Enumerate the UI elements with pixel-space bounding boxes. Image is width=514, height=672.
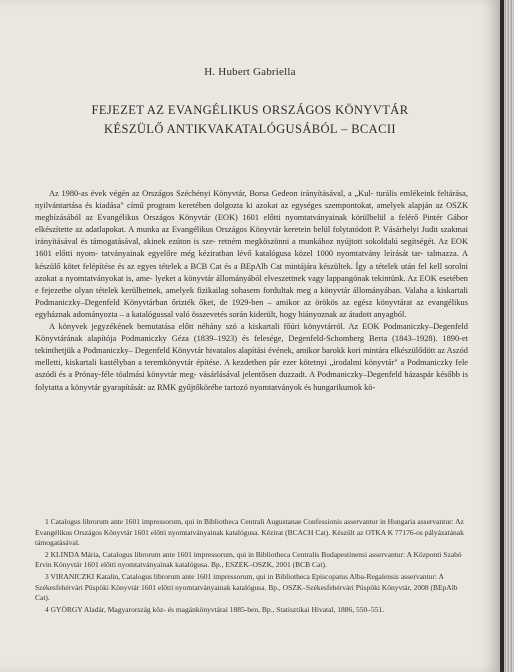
text-line: könyvtár gyarapítását: az RMK gyűjtőkörébe tartozó nyomtatványok és hungarikumok kö- [70,382,376,392]
footnotes [35,517,468,616]
text-line: Országos Könyvtár (EOK) 1601 előtti nyomtatványainak körülbelül a felérő Pintér Gábor [143,213,468,223]
text-line: a katalógussal való összevetés során kiderült, hogy hiányoznak az átadott anyagból. [125,309,407,319]
text-line: állományában. Valaha a kiskartali Podmaniczky–Degenfeld Könyvtárban őrizték őket, de [35,285,468,307]
chapter-title-line-2: KÉSZÜLŐ ANTIKVAKATALÓGUSÁBÓL – BCACII [104,122,396,136]
text-line: e fejezetbe olyan tételek kerülhetnek, amelyek fizikailag sohasem fordultak meg a könyvtár [35,285,353,295]
text-line: Aszód melletti, kiskartali kastélyban a teremkönyvtár építése. A kezdetben pár ezer kötetnyi [35,346,468,368]
chapter-title-line-1: FEJEZET AZ EVANGÉLIKUS ORSZÁGOS KÖNYVTÁR [91,103,409,117]
text-line: folytatódott P. Vásárhelyi Judit szakmai irányításával és támogatásával, akinek ezúton is sze- [35,225,468,247]
text-line: lyeket a könyvtár állományából elveszettnek vagy lappangónak tekintünk. Az EOK esetében [155,273,468,283]
text-line: EOK Podmaniczky–Degenfeld Könyvtárának alapítója Podmaniczky Géza (1839–1923) és [35,322,468,344]
paragraph-1 [35,188,468,321]
footnote-1: 1 Catalogus librorum ante 1601 impressorum, qui in Bibliotheca Centrali Augustanae Confessionis asservantur in Hungaria asservantur: Az Evangélikus Országos Könyvtár 1601 előtti nyomtatványainak katalógusa. Kézirat (BCACH Cat). Készült az OTKA K 77176-os pályázatának támogatásával. [35,517,464,548]
footnote-2: 2 KLINDA Mária, Catalogus librorum ante 1601 impressorum, qui in Bibliotheca Centralis Budapestinensi asservantur: A Központi Szabó Ervin Könyvtár 1601 előtti nyomtatványainak katalógusa. Bp., ESZEK–OSZK, 2001 (BCB Cat). [35,549,462,570]
text-line: vásárlásával jelentősen duzzadt. A Podmaniczky–Degenfeld házaspár később is folytatta a [35,370,468,392]
text-line: retném megköszönni a munkához nyújtott sokoldalú segítségét. Az EOK 1601 előtti nyom- [35,237,468,259]
paragraph-2 [35,321,468,394]
text-line: „irodalmi könyvtár" a Podmaniczky fele aszódi és a Prónay-féle tóalmási könyvtár meg- [35,358,468,380]
text-line: talmazza. A készülő kötet felépítése és az egyes tételek a BCB Cat és a BEpAlb Cat [35,249,468,271]
body-text [35,188,468,394]
text-line: mintájára készültek. Így a tételek után fel kell sorolni azokat a nyomtatványokat is, ame- [35,261,468,283]
text-line: azokat az egységes szempontokat, amelyek alapján az OSZK megbízásából az Evangélikus [35,201,469,223]
book-gutter-shadow [500,0,504,672]
text-line: tatványainak egyelőre még kéziratban lévő katalógusa közel 1000 nyomtatvány leírását tar- [101,249,427,259]
text-line: felesége, Degenfeld-Schomberg Berta (1843–1928). 1890-et tekinthetjük a Podmaniczky– [35,334,469,356]
footnote-3: 3 VIRANICZKI Katalin, Catalogus librorum ante 1601 impressorum, qui in Bibliotheca Episcopatus Alba-Regalensis asservantur: A Székesfehérvári Püspöki Könyvtár 1601 előtti nyomtatványainak katalógusa. Bp., OSZK–Székesfehérvári Püspöki Könyvtár, 2008 (BEpAlb Cat). [35,571,458,603]
text-line: A könyvek jegyzékének bemutatása előtt néhány szó a kiskartali főúri könyvtárról. Az [49,322,363,332]
text-line: turális emlékeink feltárása, nyilvántartása és kiadása" című program keretében dolgozta ki [35,189,468,211]
text-line: Degenfeld Könyvtár hivatalos alapítási évének, amikor barokk kori mintára elkészülődött az [134,346,447,356]
text-line: Az 1980-as évek végén az Országos Széchényi Könyvtár, Borsa Gedeon irányításával, a „Kul- [49,189,377,198]
footnote-4: 4 GYÖRGY Aladár, Magyarország köz- és magánkönyvtárai 1885-ben, Bp., Statisztikai Hivatal, 1886, 550–551. [45,604,385,614]
text-line: elkészítette az adatlapokat. A munka az Evangélikus Országos Könyvtár keretein belül [35,225,333,235]
chapter-author: H. Hubert Gabriella [204,66,296,78]
text-line: 1929-ben – amikor az örökös az egész könyvtárat az evangélikus egyháznak adományozta – [35,297,469,319]
chapter-title [30,101,470,139]
